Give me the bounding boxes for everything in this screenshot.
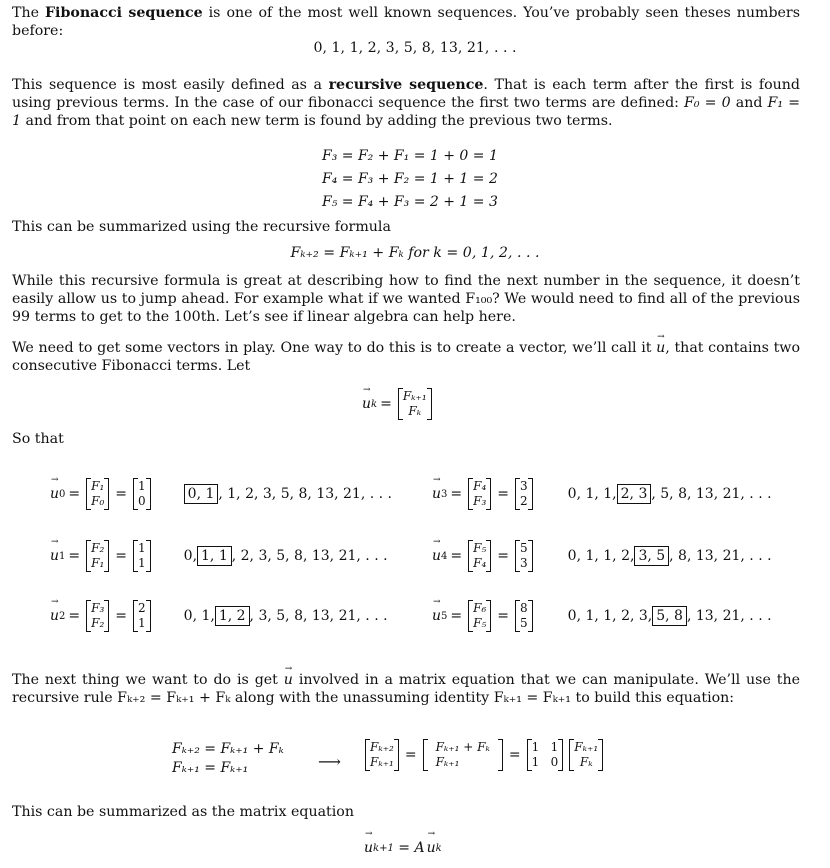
sequence-prefix: 0, 1, 1, 2, 3, [567,608,653,624]
f-top: F₁ [91,479,105,493]
sequence-suffix: , 13, 21, . . . [686,608,772,624]
uk-top: Fₖ₊₁ [402,389,427,403]
value-top: 1 [138,479,146,493]
definition-paragraph [12,76,800,130]
f0-def: F₀ = 0 [684,95,731,111]
equals-sign: = [380,396,392,412]
equals-sign: = [68,486,81,502]
matrix-equation [362,739,606,771]
def-text-b: . That is each term after the first is found using previous terms. In the case of our fibonacci sequence the first two terms are defined: [12,77,800,111]
f1-def: F₁ = 1 [12,95,801,129]
value-top: 1 [138,541,146,555]
intro-paragraph [12,4,800,40]
recursive-term: recursive sequence [328,77,484,93]
sequence-boxed-pair: 1, 2 [215,606,250,626]
a22: 0 [550,755,559,769]
f-bottom: F₀ [91,494,105,508]
def-text: This sequence is most easily defined as a [12,77,329,93]
middle-bottom: Fₖ₊₁ [435,755,460,769]
summary-text-2: This can be summarized as the matrix equation [12,804,354,820]
value-top: 8 [520,601,528,615]
matrix-a [527,739,564,771]
a11: 1 [531,740,540,754]
value-bottom: 1 [138,556,146,570]
sequence-suffix: , 2, 3, 5, 8, 13, 21, . . . [231,548,388,564]
example-f4: F₄ = F₃ + F₂ = 1 + 1 = 2 [322,171,498,187]
matrix-intro-text-b: involved in a matrix equation that we can manipulate. We’ll use the recursive rule Fₖ₊₂ = Fₖ₊₁ + Fₖ along with the unassuming identity Fₖ₊₁ = Fₖ₊₁ to build this equation: [12,672,800,706]
u-symbol: → u [432,486,441,502]
equals-sign: = [115,548,128,564]
system-eq-1: Fₖ₊₂ = Fₖ₊₁ + Fₖ [172,741,284,757]
equals-sign: = [450,608,463,624]
uk-bottom: Fₖ [408,404,422,418]
equals-sign: = [508,747,521,763]
u-subscript: 0 [59,488,66,500]
u-symbol: → u [432,548,441,564]
u-next-subscript: k+1 [373,842,394,854]
equals-sign: = [497,486,510,502]
matrix-intro-paragraph [12,671,800,707]
value-bottom: 0 [138,494,146,508]
f-vector [468,600,491,632]
system-equations [172,740,284,778]
sequence-suffix: , 1, 2, 3, 5, 8, 13, 21, . . . [218,486,392,502]
equals-sign: = [450,486,463,502]
sequence-boxed-pair: 0, 1 [184,484,219,504]
u-subscript: 3 [441,488,448,500]
sequence-boxed-pair: 2, 3 [617,484,652,504]
sequence-prefix: 0, 1, 1, 2, [567,548,635,564]
u-subscript: 5 [441,610,448,622]
rhs-top: Fₖ₊₁ [574,740,599,754]
u-next-symbol: → u [364,840,373,856]
value-bottom: 3 [520,556,528,570]
lhs-vector [365,739,399,771]
system-eq-2: Fₖ₊₁ = Fₖ₊₁ [172,760,249,776]
vector-row-u0 [50,478,392,510]
equals-sign: = [404,747,417,763]
u-vector-symbol-2: → u [284,671,293,689]
f-bottom: F₃ [473,494,487,508]
vector-intro-text-b: , that contains two consecutive Fibonacci terms. Let [12,340,800,374]
equals-sign: = [115,486,128,502]
sequence-suffix: , 3, 5, 8, 13, 21, . . . [249,608,388,624]
lhs-bottom: Fₖ₊₁ [370,755,394,769]
u-symbol: → u [432,608,441,624]
u-vector-symbol: → u [656,339,665,357]
f-bottom: F₅ [473,616,487,630]
def-and: and [730,95,768,111]
value-bottom: 5 [520,616,528,630]
summary-text-1: This can be summarized using the recursive formula [12,219,391,235]
fibonacci-sequence: 0, 1, 1, 2, 3, 5, 8, 13, 21, . . . [313,40,517,56]
vector-row-u3 [432,478,772,510]
uk-matrix [398,388,432,420]
sequence-prefix: 0, 1, 1, [567,486,617,502]
sequence-boxed-pair: 1, 1 [197,546,232,566]
value-top: 5 [520,541,528,555]
f-bottom: F₄ [473,556,487,570]
lhs-top: Fₖ₊₂ [370,740,394,754]
intro-text: The [12,5,45,21]
sequence-suffix: , 8, 13, 21, . . . [669,548,772,564]
value-vector [515,540,533,572]
f-top: F₃ [91,601,105,615]
middle-vector [423,739,503,771]
value-vector [133,540,151,572]
uk-subscript: k [371,398,378,410]
a21: 1 [531,755,540,769]
jump-ahead-paragraph: While this recursive formula is great at describing how to find the next number in the sequence, it doesn’t easily allow us to jump ahead. For example what if we wanted F₁₀₀? We would need to find all of the previous 99 terms to get to the 100th. Let’s see if linear algebra can help here. [12,273,800,325]
value-vector [515,478,533,510]
f-vector [86,600,109,632]
value-bottom: 1 [138,616,146,630]
sequence-prefix: 0, 1, [183,608,215,624]
sequence-suffix: , 5, 8, 13, 21, . . . [651,486,772,502]
matrix-intro-text: The next thing we want to do is get [12,672,284,688]
middle-top: Fₖ₊₁ + Fₖ [435,740,490,754]
f-vector [86,540,109,572]
value-vector [133,478,151,510]
f-bottom: F₂ [91,616,105,630]
uk-symbol: → u [362,396,371,412]
sequence-boxed-pair: 3, 5 [634,546,669,566]
u-symbol: → u [50,608,59,624]
equals-sign: = [497,548,510,564]
f-top: F₄ [473,479,487,493]
rhs-vector [569,739,603,771]
recursive-formula: Fₖ₊₂ = Fₖ₊₁ + Fₖ for k = 0, 1, 2, . . . [290,245,540,261]
f-top: F₅ [473,541,487,555]
so-that-text: So that [12,431,64,447]
example-computations [322,145,498,214]
vector-row-u5 [432,600,772,632]
f-vector [86,478,109,510]
example-f5: F₅ = F₄ + F₃ = 2 + 1 = 3 [322,194,498,210]
sequence-boxed-pair: 5, 8 [652,606,687,626]
equals-a: = A [393,840,425,856]
f-vector [468,478,491,510]
sequence-prefix: 0, [183,548,198,564]
example-f3: F₃ = F₂ + F₁ = 1 + 0 = 1 [322,148,498,164]
u-symbol: → u [50,548,59,564]
a12: 1 [550,740,559,754]
vector-intro-paragraph [12,339,800,375]
vector-row-u4 [432,540,772,572]
def-text-c: and from that point on each new term is found by adding the previous two terms. [21,113,613,129]
f-vector [468,540,491,572]
value-top: 3 [520,479,528,493]
equals-sign: = [68,608,81,624]
equals-sign: = [497,608,510,624]
uk-subscript-final: k [435,842,442,854]
f-top: F₂ [91,541,105,555]
vector-row-u1 [50,540,388,572]
uk-symbol-final: → u [427,840,436,856]
arrow-icon: ⟶ [318,752,341,771]
value-vector [515,600,533,632]
u-subscript: 2 [59,610,66,622]
rhs-bottom: Fₖ [579,755,593,769]
equals-sign: = [450,548,463,564]
u-subscript: 4 [441,550,448,562]
f-top: F₆ [473,601,487,615]
vector-row-u2 [50,600,388,632]
value-bottom: 2 [520,494,528,508]
vector-intro-text: We need to get some vectors in play. One way to do this is to create a vector, we’ll call it [12,340,657,356]
value-vector [133,600,151,632]
u-subscript: 1 [59,550,66,562]
equals-sign: = [115,608,128,624]
u-symbol: → u [50,486,59,502]
f-bottom: F₁ [91,556,105,570]
fibonacci-term: Fibonacci sequence [44,5,203,21]
uk-definition [362,388,435,420]
final-equation [364,840,442,856]
equals-sign: = [68,548,81,564]
intro-text-cont: is one of the most well known sequences. You’ve probably seen theses numbers before: [12,5,800,39]
value-top: 2 [138,601,146,615]
